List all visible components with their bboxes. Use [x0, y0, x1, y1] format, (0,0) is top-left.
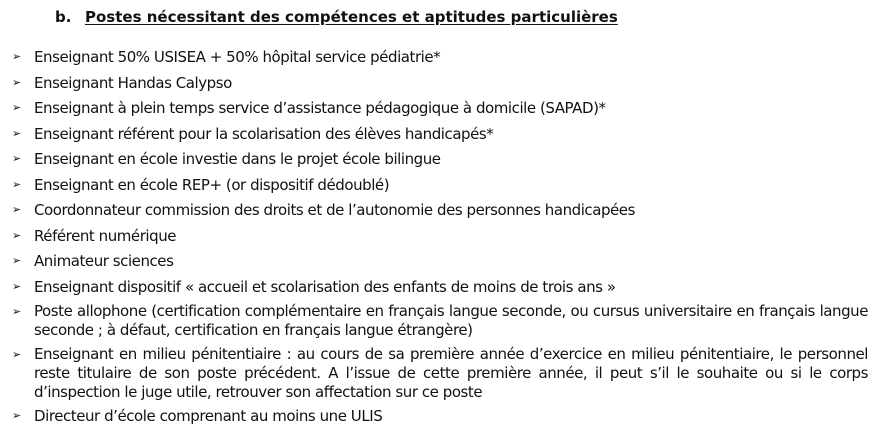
- arrow-bullet-icon: ➢: [12, 177, 22, 191]
- list-item: [12, 46, 868, 68]
- list-item: [12, 148, 868, 170]
- arrow-bullet-icon: ➢: [12, 203, 22, 216]
- arrow-bullet-icon: ➢: [12, 75, 22, 89]
- list-item: [12, 301, 868, 340]
- list-item: [12, 250, 868, 272]
- list-item-text: Enseignant en école investie dans le projet école bilingue: [34, 150, 441, 168]
- arrow-bullet-icon: ➢: [12, 152, 22, 165]
- arrow-bullet-icon: ➢: [12, 50, 22, 63]
- list-item-text: Enseignant en milieu pénitentiaire : au cours de sa première année d’exercice en milieu pénitentiaire, le personnel reste titulaire de son poste précédent. A l’issue de cette première année, il peut s’il le souhaite ou si le corps d’inspection le juge utile, retrouver son affectation sur ce poste: [34, 344, 868, 401]
- arrow-bullet-icon: ➢: [12, 126, 22, 140]
- list-item: [12, 405, 868, 427]
- list-item: [12, 97, 868, 119]
- arrow-bullet-icon: ➢: [12, 228, 22, 242]
- list-item-text: Directeur d’école comprenant au moins une ULIS: [34, 407, 383, 425]
- arrow-bullet-icon: ➢: [12, 409, 22, 422]
- list-item: [12, 123, 868, 145]
- list-item-text: Enseignant 50% USISEA + 50% hôpital service pédiatrie*: [34, 48, 441, 66]
- list-item-text: Enseignant dispositif « accueil et scolarisation des enfants de moins de trois ans »: [34, 277, 616, 296]
- section-marker: b.: [55, 8, 72, 26]
- list-item: [12, 72, 868, 94]
- arrow-bullet-icon: ➢: [12, 347, 22, 361]
- list-item: [12, 276, 868, 298]
- list-item: [12, 174, 868, 196]
- list-item-text: Enseignant en école REP+ (or dispositif dédoublé): [34, 175, 390, 194]
- arrow-bullet-icon: ➢: [12, 305, 22, 318]
- list-item-text: Enseignant Handas Calypso: [34, 73, 232, 92]
- list-item-text: Animateur sciences: [34, 252, 174, 270]
- list-item: [12, 199, 868, 221]
- section-title: Postes nécessitant des compétences et aptitudes particulières: [85, 8, 618, 26]
- list-item-text: Enseignant référent pour la scolarisation des élèves handicapés*: [34, 124, 494, 143]
- posts-list: [12, 46, 868, 427]
- list-item: [12, 225, 868, 247]
- list-item-text: Poste allophone (certification complémentaire en français langue seconde, ou cursus universitaire en français langue seconde ; à défaut, certification en français langue étrangère): [34, 302, 868, 339]
- section-heading: [55, 6, 868, 28]
- list-item-text: Enseignant à plein temps service d’assistance pédagogique à domicile (SAPAD)*: [34, 99, 606, 117]
- list-item-text: Coordonnateur commission des droits et de l’autonomie des personnes handicapées: [34, 201, 635, 219]
- list-item: [12, 344, 868, 402]
- arrow-bullet-icon: ➢: [12, 101, 22, 114]
- arrow-bullet-icon: ➢: [12, 279, 22, 293]
- arrow-bullet-icon: ➢: [12, 254, 22, 267]
- list-item-text: Référent numérique: [34, 226, 177, 245]
